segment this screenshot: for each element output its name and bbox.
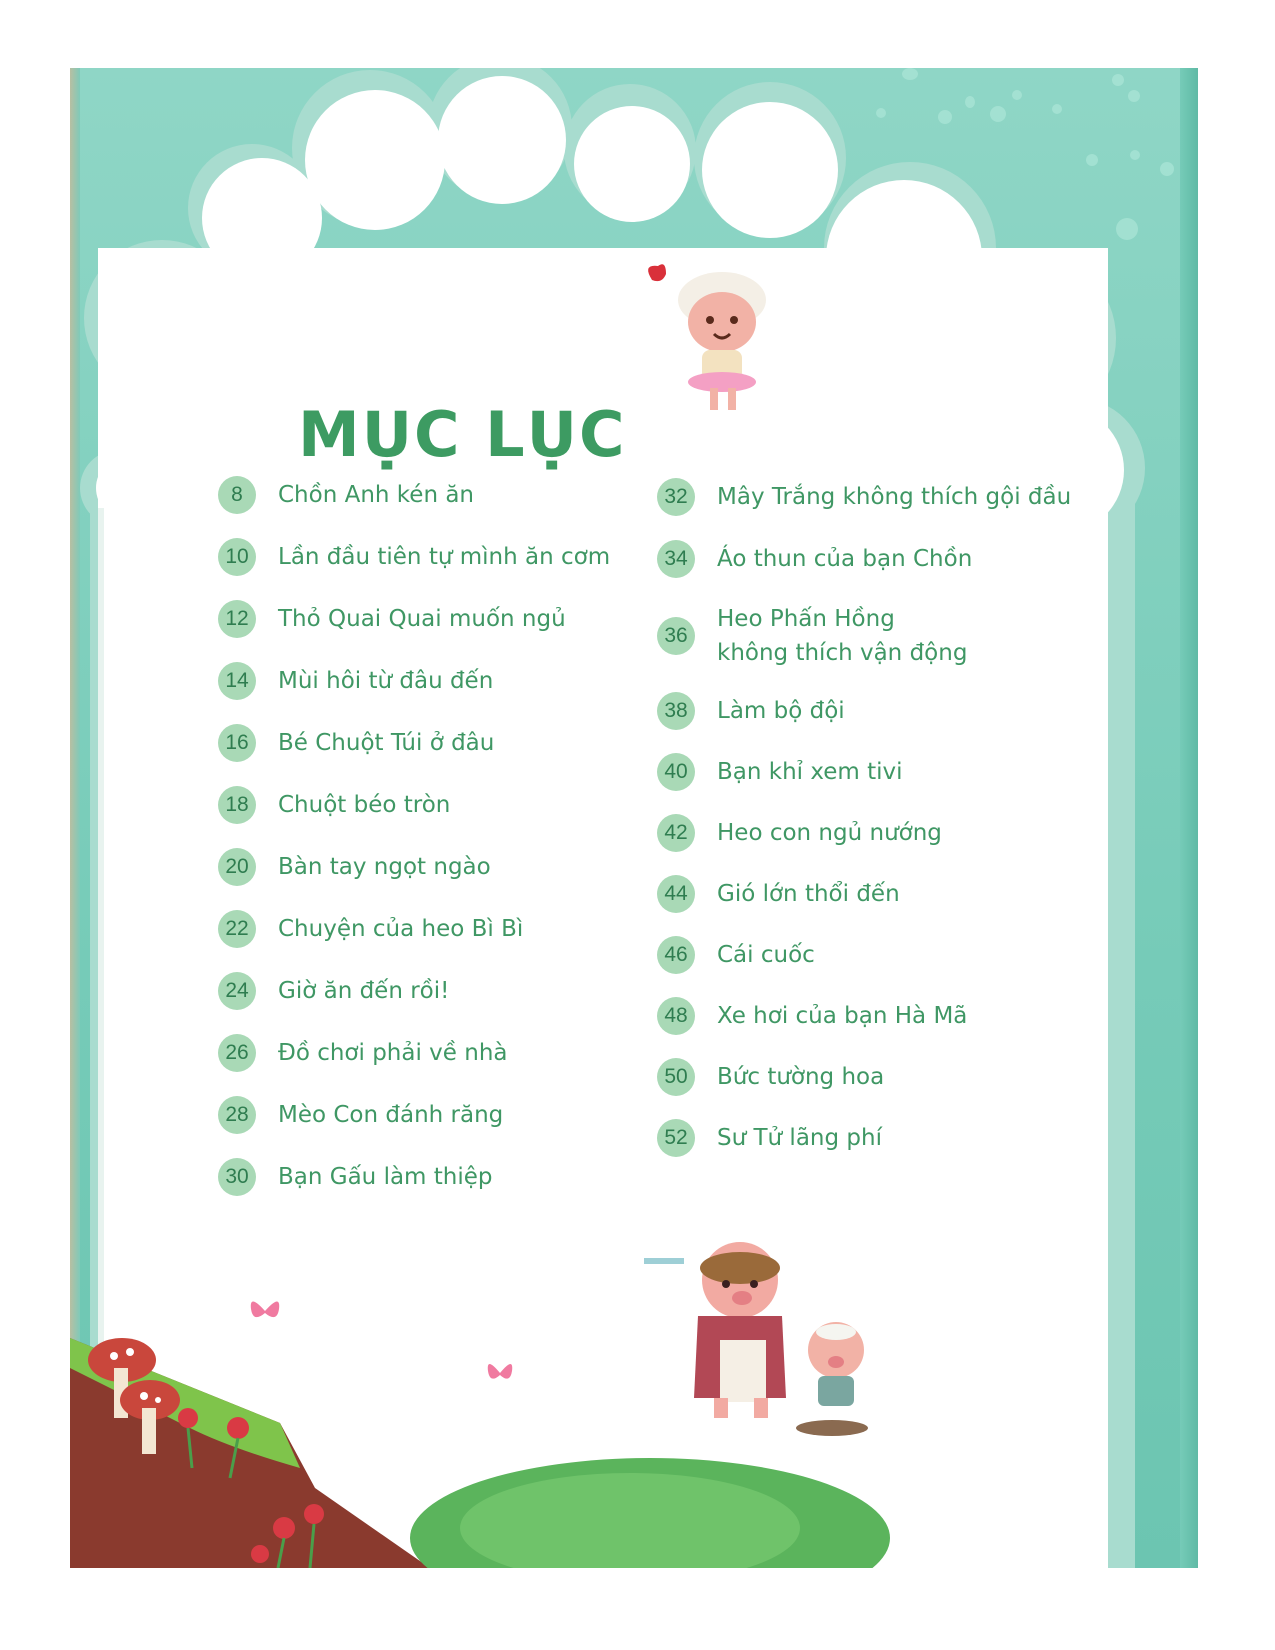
page-number-badge: 34	[657, 540, 695, 578]
toc-item-title: Heo con ngủ nướng	[717, 820, 942, 846]
sheep-character-illustration	[636, 260, 786, 420]
toc-item[interactable]	[218, 724, 494, 762]
toc-item[interactable]	[657, 1119, 882, 1157]
page-number-badge: 28	[218, 1096, 256, 1134]
toc-item-title: Bé Chuột Túi ở đâu	[278, 730, 495, 756]
toc-item[interactable]	[218, 538, 610, 576]
page-number-badge: 18	[218, 786, 256, 824]
butterfly-icon	[482, 1356, 518, 1390]
toc-item-title: Bạn Gấu làm thiệp	[278, 1164, 493, 1190]
page-number-badge: 36	[657, 617, 695, 655]
toc-item[interactable]	[218, 1096, 503, 1134]
toc-item-title: Bức tường hoa	[717, 1064, 885, 1090]
page-number-badge: 30	[218, 1158, 256, 1196]
page-number-badge: 12	[218, 600, 256, 638]
page-number-badge: 8	[218, 476, 256, 514]
toc-item[interactable]	[657, 602, 967, 670]
toc-item-title: Mùi hôi từ đâu đến	[278, 668, 494, 694]
toc-item[interactable]	[218, 662, 493, 700]
page-number-badge: 44	[657, 875, 695, 913]
toc-item[interactable]	[657, 478, 1071, 516]
toc-item-title: Giờ ăn đến rồi!	[278, 978, 450, 1004]
toc-item-title: Mèo Con đánh răng	[278, 1102, 504, 1128]
toc-item[interactable]	[218, 1158, 493, 1196]
butterfly-icon	[245, 1293, 285, 1329]
page-number-badge: 52	[657, 1119, 695, 1157]
toc-item[interactable]	[657, 936, 815, 974]
page-number-badge: 10	[218, 538, 256, 576]
toc-item-title: Áo thun của bạn Chồn	[717, 546, 973, 572]
toc-item-title: Đồ chơi phải về nhà	[278, 1040, 508, 1066]
page-number-badge: 20	[218, 848, 256, 886]
page-number-badge: 48	[657, 997, 695, 1035]
toc-item-title: Xe hơi của bạn Hà Mã	[717, 1003, 968, 1029]
page-number-badge: 14	[218, 662, 256, 700]
toc-item[interactable]	[657, 814, 942, 852]
toc-item[interactable]	[657, 753, 903, 791]
toc-item[interactable]	[218, 910, 523, 948]
page-title: MỤC LỤC	[298, 398, 627, 471]
toc-item-title: Chuột béo tròn	[278, 792, 451, 818]
toc-item[interactable]	[218, 1034, 508, 1072]
toc-item-title-multiline	[717, 602, 967, 670]
toc-item-title: Chồn Anh kén ăn	[278, 482, 475, 508]
page-number-badge: 16	[218, 724, 256, 762]
page-number-badge: 38	[657, 692, 695, 730]
page-number-badge: 24	[218, 972, 256, 1010]
toc-item-title-line2: không thích vận động	[717, 640, 968, 666]
toc-item[interactable]	[657, 540, 972, 578]
toc-item-title: Gió lớn thổi đến	[717, 881, 900, 907]
toc-item-title-line1: Heo Phấn Hồng	[717, 606, 895, 632]
toc-item[interactable]	[218, 600, 566, 638]
toc-item-title: Cái cuốc	[717, 942, 815, 968]
toc-item-title: Thỏ Quai Quai muốn ngủ	[278, 606, 566, 632]
page-number-badge: 40	[657, 753, 695, 791]
page-number-badge: 22	[218, 910, 256, 948]
toc-item[interactable]	[657, 692, 845, 730]
mushroom-illustration	[70, 1288, 370, 1568]
toc-item[interactable]	[657, 1058, 884, 1096]
pigs-illustration	[636, 1228, 896, 1448]
toc-item-title: Sư Tử lãng phí	[717, 1125, 882, 1151]
page-number-badge: 50	[657, 1058, 695, 1096]
toc-item[interactable]	[218, 848, 491, 886]
toc-item[interactable]	[218, 972, 449, 1010]
toc-item-title: Chuyện của heo Bì Bì	[278, 916, 524, 942]
toc-item[interactable]	[218, 476, 474, 514]
toc-item-title: Bạn khỉ xem tivi	[717, 759, 903, 785]
toc-item[interactable]	[657, 997, 967, 1035]
page-number-badge: 26	[218, 1034, 256, 1072]
page-number-badge: 32	[657, 478, 695, 516]
toc-item[interactable]	[218, 786, 450, 824]
page-number-badge: 46	[657, 936, 695, 974]
toc-item[interactable]	[657, 875, 900, 913]
toc-item-title: Làm bộ đội	[717, 698, 845, 724]
toc-item-title: Lần đầu tiên tự mình ăn cơm	[278, 544, 611, 570]
toc-item-title: Mây Trắng không thích gội đầu	[717, 484, 1072, 510]
toc-item-title: Bàn tay ngọt ngào	[278, 854, 491, 880]
page-number-badge: 42	[657, 814, 695, 852]
